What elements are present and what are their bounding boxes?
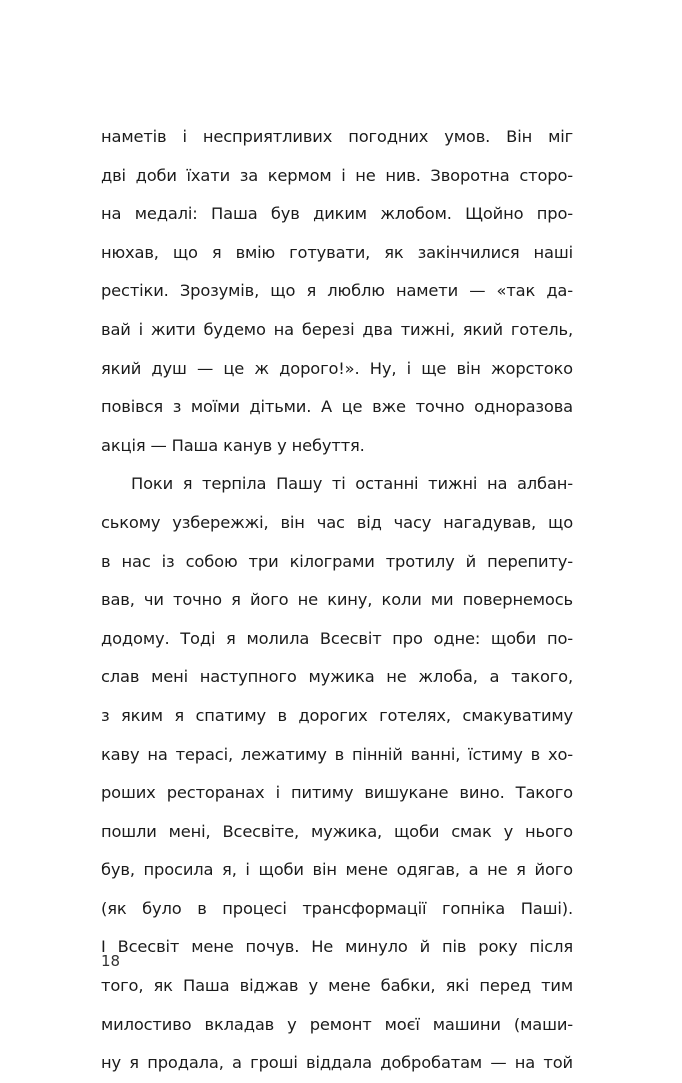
text-line: який душ — це ж дорого!». Ну, і ще він жорстоко: [101, 358, 573, 378]
text-line: (як було в процесі трансформації гопніка Паші).: [101, 898, 573, 918]
text-line: вай і жити будемо на березі два тижні, який готель,: [101, 319, 573, 339]
text-line: нюхав, що я вмію готувати, як закінчилися наші: [101, 242, 573, 262]
page-number: 18: [101, 952, 121, 970]
text-line: роших ресторанах і питиму вишукане вино. Такого: [101, 783, 573, 803]
text-line: ну я продала, а гроші віддала добробатам — на той: [101, 1053, 573, 1073]
text-line: І Всесвіт мене почув. Не минуло й пів року після: [101, 937, 573, 957]
text-line: повівся з моїми дітьми. А це вже точно одноразова: [101, 397, 573, 417]
text-line: вав, чи точно я його не кину, коли ми повернемось: [101, 590, 573, 610]
text-line: на медалі: Паша був диким жлобом. Щойно про-: [101, 204, 573, 224]
text-line: додому. Тоді я молила Всесвіт про одне: щоби по-: [101, 628, 573, 648]
text-line: з яким я спатиму в дорогих готелях, смакуватиму: [101, 705, 573, 725]
text-line: дві доби їхати за кермом і не нив. Зворотна сторо-: [101, 165, 573, 185]
text-line: акція — Паша канув у небуття.: [101, 435, 365, 455]
text-line: ському узбережжі, він час від часу нагадував, що: [101, 512, 573, 532]
text-line: милостиво вкладав у ремонт моєї машини (маши-: [101, 1014, 573, 1034]
text-line: рестіки. Зрозумів, що я люблю намети — «так да-: [101, 281, 573, 301]
text-line: пошли мені, Всесвіте, мужика, щоби смак у нього: [101, 821, 573, 841]
text-line: слав мені наступного мужика не жлоба, а такого,: [101, 667, 573, 687]
text-line: був, просила я, і щоби він мене одягав, а не я його: [101, 860, 573, 880]
text-line: в нас із собою три кілограми тротилу й перепиту-: [101, 551, 573, 571]
body-text: [101, 118, 573, 1083]
text-line: того, як Паша віджав у мене бабки, які перед тим: [101, 976, 573, 996]
text-line-paragraph-start: Поки я терпіла Пашу ті останні тижні на албан-: [131, 474, 573, 494]
text-line: наметів і несприятливих погодних умов. Він міг: [101, 127, 573, 146]
text-line: каву на терасі, лежатиму в пінній ванні, їстиму в хо-: [101, 744, 573, 764]
